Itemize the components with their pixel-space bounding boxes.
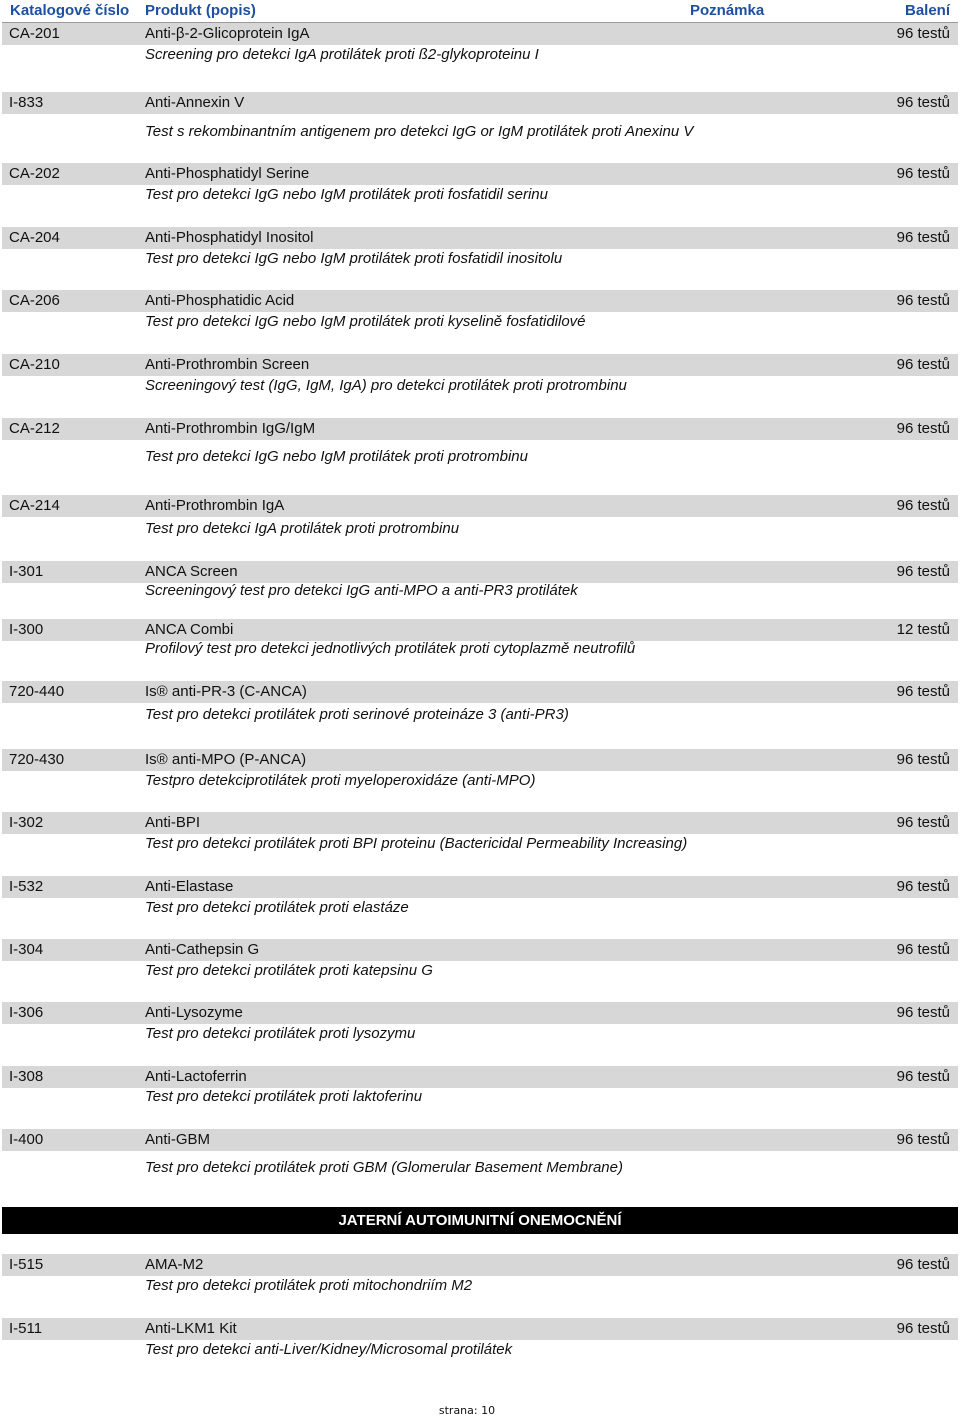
product-package: 96 testů [896, 683, 950, 700]
product-description: Test pro detekci protilátek proti elastáze [145, 899, 409, 916]
product-name: Anti-Lysozyme [145, 1004, 243, 1021]
product-package: 96 testů [896, 229, 950, 246]
product-description: Test pro detekci protilátek proti mitochondriím M2 [145, 1277, 473, 1294]
product-code: CA-202 [9, 165, 60, 182]
product-name: Anti-Prothrombin IgA [145, 497, 285, 514]
product-name: Anti-GBM [145, 1131, 211, 1148]
product-code: CA-201 [9, 25, 60, 42]
product-name: Anti-Elastase [145, 878, 234, 895]
product-description: Test pro detekci IgG nebo IgM protilátek proti protrombinu [145, 448, 528, 465]
product-package: 12 testů [896, 621, 950, 638]
product-code: CA-204 [9, 229, 60, 246]
product-name: ANCA Screen [145, 563, 238, 580]
product-description: Screeningový test (IgG, IgM, IgA) pro detekci protilátek proti protrombinu [145, 377, 627, 394]
product-package: 96 testů [896, 1131, 950, 1148]
product-name: Anti-Phosphatidyl Serine [145, 165, 310, 182]
product-code: CA-210 [9, 356, 60, 373]
product-description: Screeningový test pro detekci IgG anti-MPO a anti-PR3 protilátek [145, 582, 578, 599]
product-code: I-301 [9, 563, 44, 580]
product-name: Anti-Lactoferrin [145, 1068, 247, 1085]
product-description: Test pro detekci IgG nebo IgM protilátek proti kyselině fosfatidilové [145, 313, 586, 330]
product-code: I-302 [9, 814, 44, 831]
product-description: Test pro detekci protilátek proti katepsinu G [145, 962, 433, 979]
product-description: Screening pro detekci IgA protilátek proti ß2-glykoproteinu I [145, 46, 539, 63]
product-package: 96 testů [896, 1256, 950, 1273]
product-package: 96 testů [896, 165, 950, 182]
product-code: I-306 [9, 1004, 44, 1021]
product-package: 96 testů [896, 941, 950, 958]
product-description: Test pro detekci IgA protilátek proti protrombinu [145, 520, 460, 537]
product-code: 720-430 [9, 751, 65, 768]
product-package: 96 testů [896, 1068, 950, 1085]
product-name: Anti-Prothrombin Screen [145, 356, 310, 373]
product-name: Is® anti-PR-3 (C-ANCA) [145, 683, 307, 700]
product-name: Anti-Cathepsin G [145, 941, 260, 958]
product-name: Anti-Annexin V [145, 94, 245, 111]
product-description: Test pro detekci IgG nebo IgM protilátek proti fosfatidil inositolu [145, 250, 563, 267]
section-heading-liver: JATERNÍ AUTOIMUNITNÍ ONEMOCNĚNÍ [2, 1207, 958, 1234]
product-package: 96 testů [896, 751, 950, 768]
product-name: Anti-β-2-Glicoprotein IgA [145, 25, 310, 42]
product-code: I-300 [9, 621, 44, 638]
product-name: Is® anti-MPO (P-ANCA) [145, 751, 307, 768]
product-package: 96 testů [896, 1320, 950, 1337]
product-code: CA-206 [9, 292, 60, 309]
product-package: 96 testů [896, 563, 950, 580]
product-description: Profilový test pro detekci jednotlivých protilátek proti cytoplazmě neutrofilů [145, 640, 636, 657]
header-code: Katalogové číslo [10, 2, 130, 19]
product-name: Anti-Phosphatidic Acid [145, 292, 295, 309]
product-name: AMA-M2 [145, 1256, 204, 1273]
table-header [2, 0, 958, 23]
product-description: Test pro detekci protilátek proti lysozymu [145, 1025, 416, 1042]
product-code: I-400 [9, 1131, 44, 1148]
product-name: ANCA Combi [145, 621, 234, 638]
product-package: 96 testů [896, 497, 950, 514]
product-code: CA-214 [9, 497, 60, 514]
product-description: Testpro detekciprotilátek proti myeloperoxidáze (anti-MPO) [145, 772, 536, 789]
product-code: I-833 [9, 94, 44, 111]
product-package: 96 testů [896, 814, 950, 831]
product-description: Test pro detekci protilátek proti laktoferinu [145, 1088, 423, 1105]
product-description: Test pro detekci protilátek proti serinové proteináze 3 (anti-PR3) [145, 706, 569, 723]
product-code: I-532 [9, 878, 44, 895]
product-package: 96 testů [896, 420, 950, 437]
product-description: Test pro detekci protilátek proti BPI proteinu (Bactericidal Permeability Increasing) [145, 835, 688, 852]
product-package: 96 testů [896, 292, 950, 309]
product-package: 96 testů [896, 878, 950, 895]
product-name: Anti-BPI [145, 814, 201, 831]
page-footer [0, 1404, 960, 1417]
product-package: 96 testů [896, 25, 950, 42]
product-package: 96 testů [896, 94, 950, 111]
product-code: CA-212 [9, 420, 60, 437]
product-name: Anti-Phosphatidyl Inositol [145, 229, 314, 246]
product-code: 720-440 [9, 683, 65, 700]
header-package: Balení [904, 2, 950, 19]
product-description: Test s rekombinantním antigenem pro detekci IgG or IgM protilátek proti Anexinu V [145, 123, 694, 140]
product-code: I-308 [9, 1068, 44, 1085]
product-package: 96 testů [896, 356, 950, 373]
product-name: Anti-Prothrombin IgG/IgM [145, 420, 316, 437]
page-number: strana: 10 [438, 1404, 496, 1417]
header-note: Poznámka [690, 2, 765, 19]
product-description: Test pro detekci protilátek proti GBM (Glomerular Basement Membrane) [145, 1159, 623, 1176]
product-description: Test pro detekci IgG nebo IgM protilátek proti fosfatidil serinu [145, 186, 548, 203]
product-code: I-304 [9, 941, 44, 958]
product-code: I-511 [9, 1320, 43, 1337]
header-product: Produkt (popis) [145, 2, 256, 19]
product-description: Test pro detekci anti-Liver/Kidney/Microsomal protilátek [145, 1341, 513, 1358]
product-code: I-515 [9, 1256, 44, 1273]
product-name: Anti-LKM1 Kit [145, 1320, 237, 1337]
product-package: 96 testů [896, 1004, 950, 1021]
